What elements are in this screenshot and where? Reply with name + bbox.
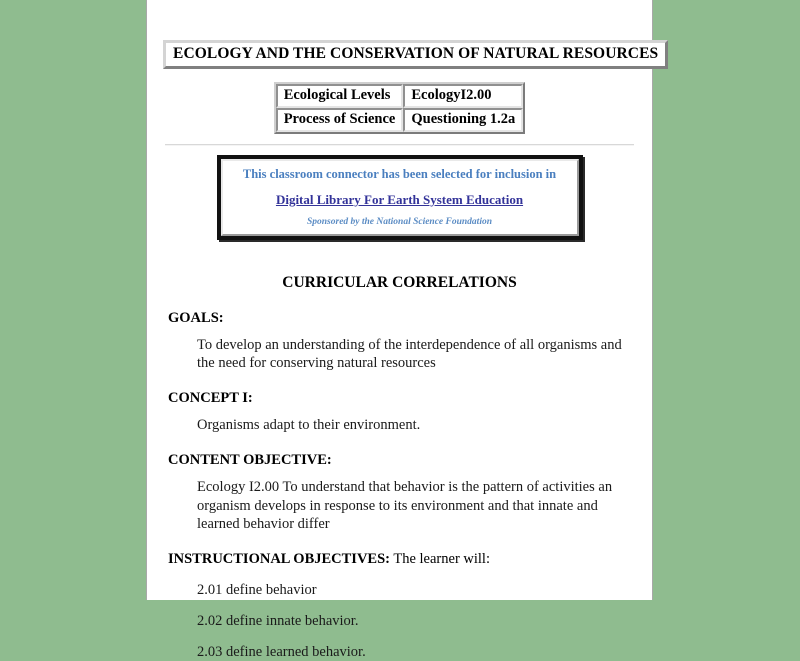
dlese-sponsor-text: Sponsored by the National Science Foundation <box>306 217 492 227</box>
title-banner <box>163 40 659 69</box>
table-cell-label: Process of Science <box>276 108 404 132</box>
content-objective-heading: CONTENT OBJECTIVE: <box>168 452 332 469</box>
goals-heading: GOALS: <box>168 310 224 326</box>
instructional-objectives-trailing: The learner will: <box>390 550 490 567</box>
page-inner <box>147 40 659 661</box>
dlese-badge-wrap <box>163 155 636 240</box>
info-table <box>274 82 526 134</box>
document-page <box>146 0 659 660</box>
table-row <box>276 84 524 108</box>
dlese-badge-inner <box>221 159 579 236</box>
dlese-link-wrap <box>235 192 565 208</box>
table-row <box>276 108 524 132</box>
info-table-wrap <box>163 82 636 134</box>
concept-heading: CONCEPT I: <box>168 390 253 407</box>
table-cell-label: Ecological Levels <box>276 84 404 108</box>
goals-body: To develop an understanding of the interdependence of all organisms and the need for conserving natural resources <box>197 337 622 372</box>
list-item: 2.01 define behavior <box>197 581 317 598</box>
page-title: ECOLOGY AND THE CONSERVATION OF NATURAL RESOURCES <box>163 40 668 69</box>
table-cell-value: EcologyI2.00 <box>403 84 523 108</box>
horizontal-divider <box>165 144 634 146</box>
content-objective-body: Ecology I2.00 To understand that behavior is the pattern of activities an organism develops in response to its environment and that innate and learned behavior differ <box>197 479 613 532</box>
table-cell-value: Questioning 1.2a <box>403 108 523 132</box>
instructional-objectives-label: INSTRUCTIONAL OBJECTIVES: <box>168 550 390 567</box>
list-item: 2.03 define learned behavior. <box>197 643 366 660</box>
list-item: 2.02 define innate behavior. <box>197 612 359 629</box>
dlese-badge <box>217 155 583 240</box>
concept-body: Organisms adapt to their environment. <box>197 417 421 434</box>
curricular-correlations-heading: CURRICULAR CORRELATIONS <box>282 274 517 291</box>
dlese-library-link[interactable]: Digital Library For Earth System Education <box>275 192 524 207</box>
dlese-selection-text: This classroom connector has been selected for inclusion in <box>242 167 557 181</box>
instructional-objectives-heading <box>168 551 636 568</box>
